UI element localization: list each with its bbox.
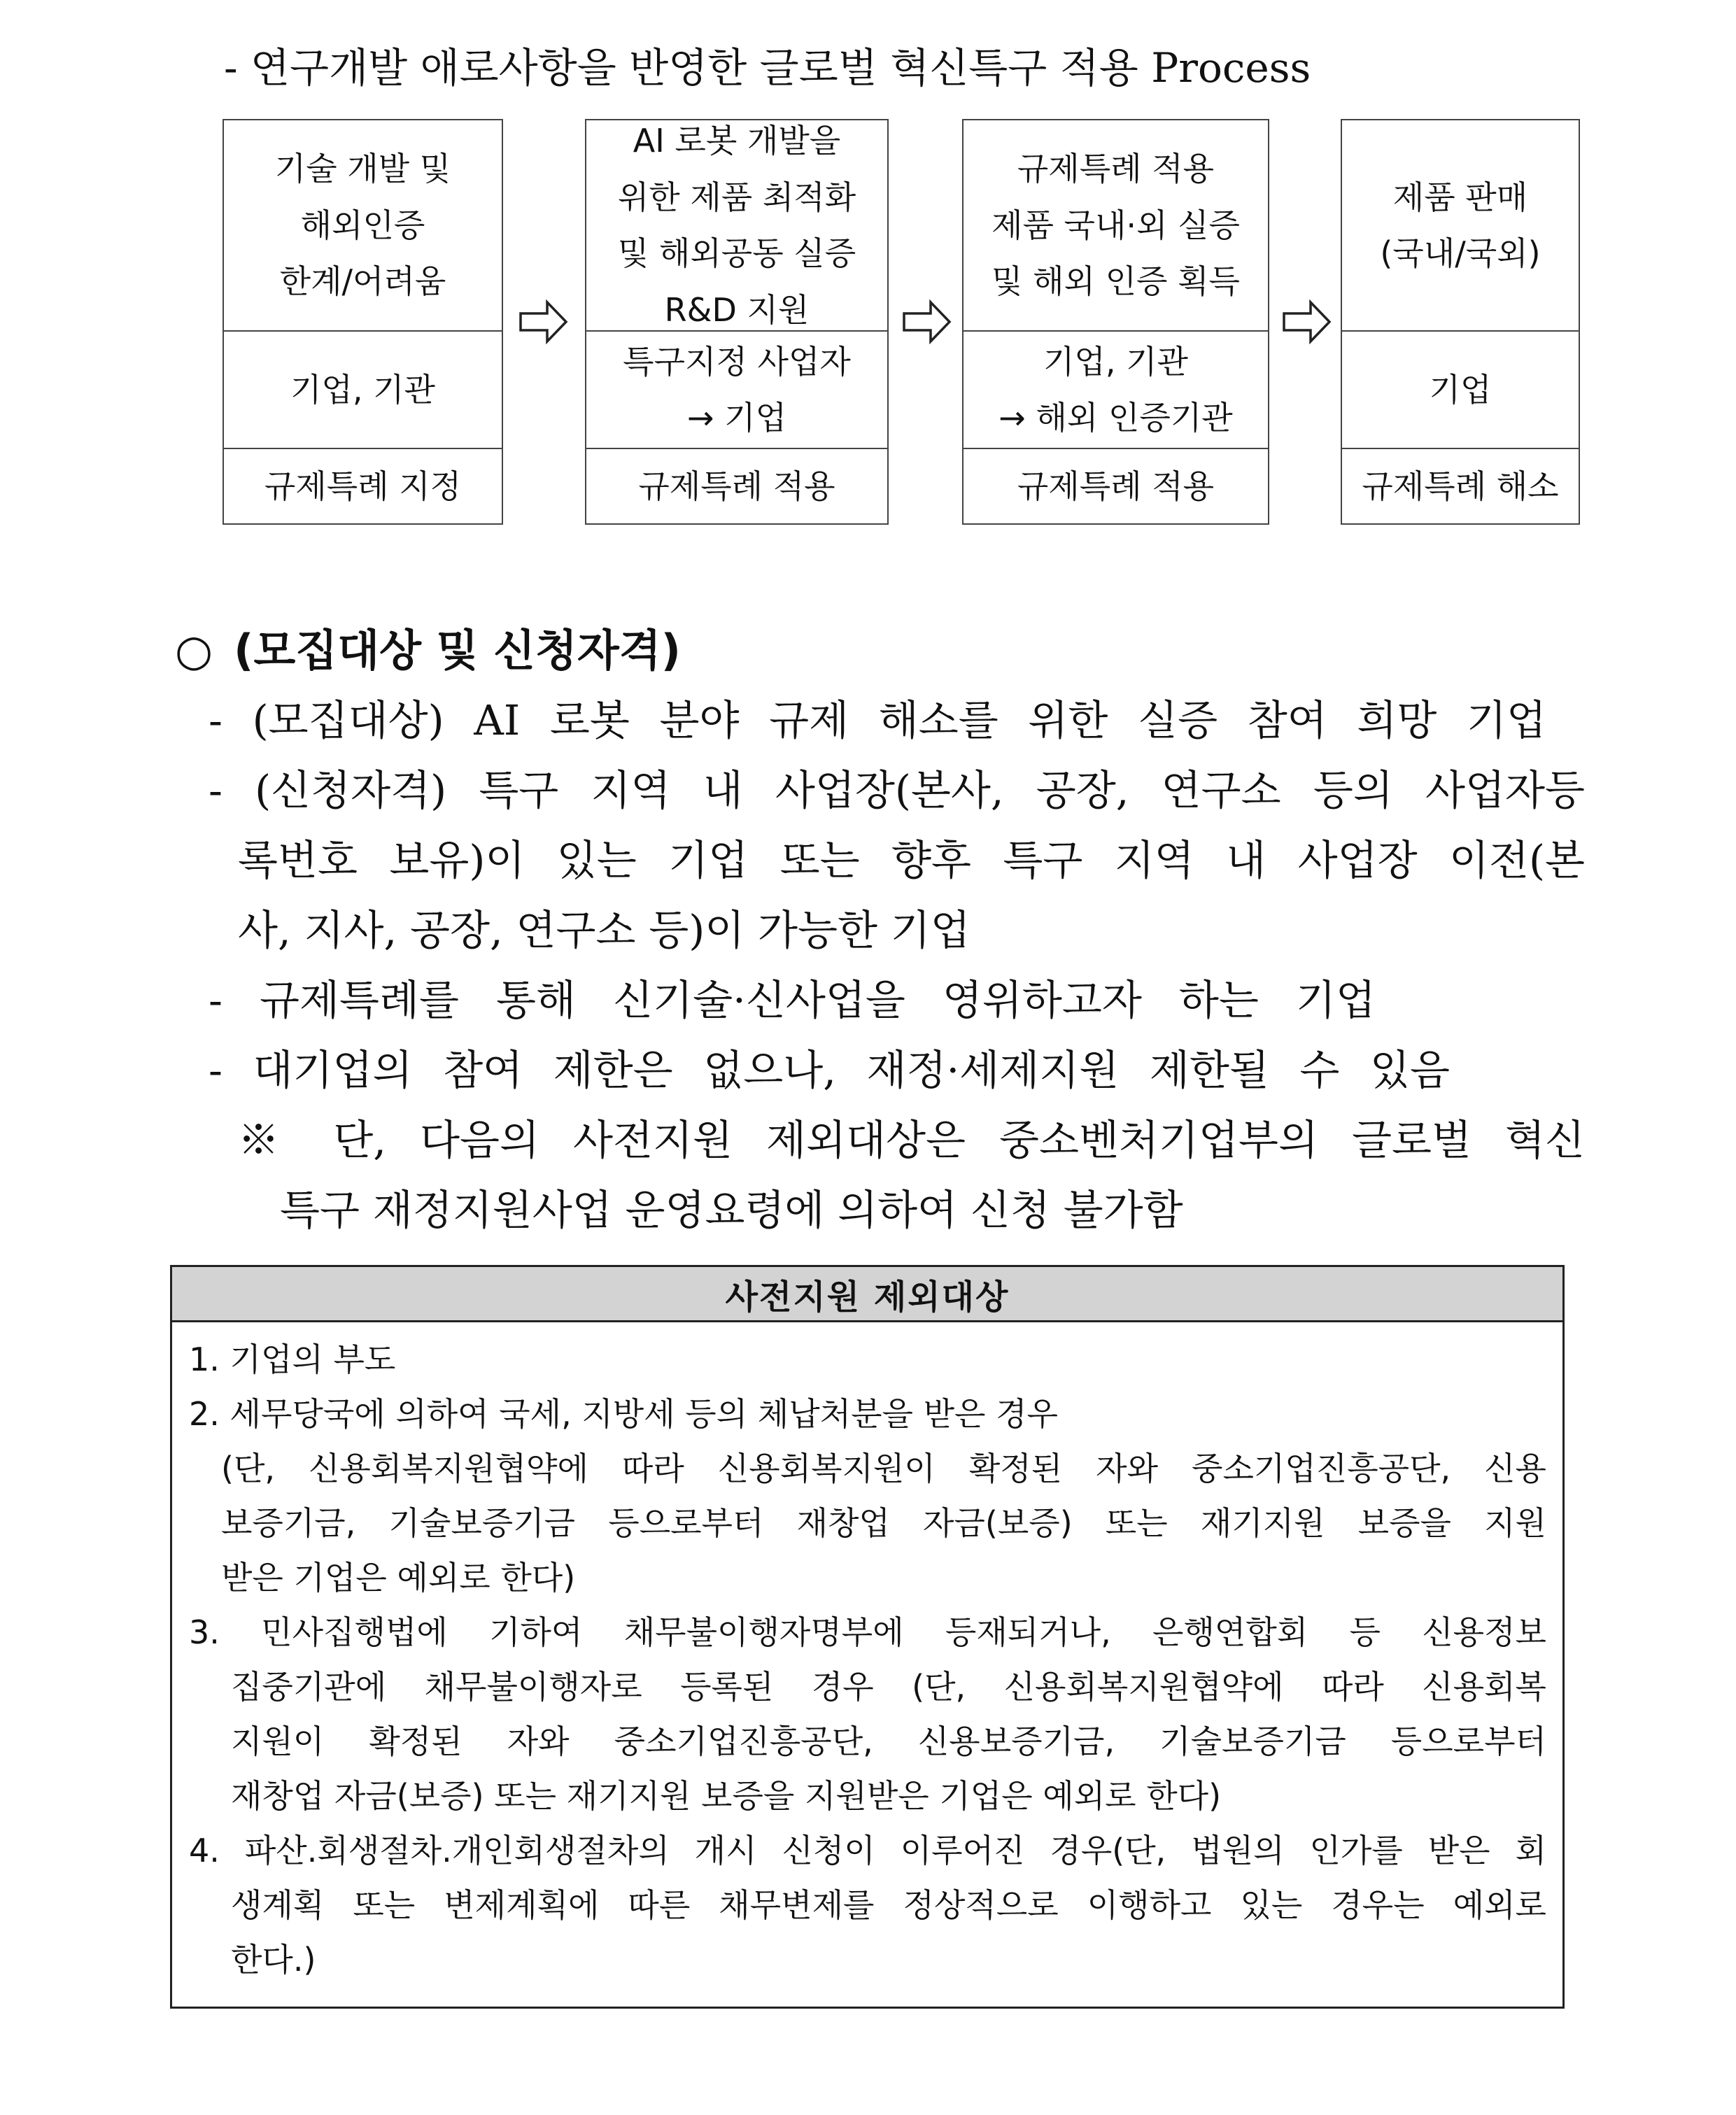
exclusion-item-4-cont-1: 생계획 또는 변제계획에 따른 채무변제를 정상적으로 이행하고 있는 경우는 예외로: [231, 1886, 1546, 1924]
section-heading: [175, 616, 681, 678]
recruitment-line-eligibility-cont-2: 사, 지사, 공장, 연구소 등)이 가능한 기업: [238, 906, 971, 954]
circle-bullet-icon: ○: [175, 625, 213, 676]
right-arrow-icon: [1283, 299, 1332, 344]
process-step-3-issue: 규제특례 적용 제품 국내·외 실증 및 해외 인증 획득: [964, 120, 1268, 332]
exclusion-item-2-note-cont-1: 보증기금, 기술보증기금 등으로부터 재창업 자금(보증) 또는 재기지원 보증을 지원: [221, 1504, 1546, 1542]
exclusion-item-2-note: (단, 신용회복지원협약에 따라 신용회복지원이 확정된 자와 중소기업진흥공단, 신용: [221, 1450, 1546, 1487]
exclusion-item-4-cont-2: 한다.): [231, 1941, 316, 1979]
exclusion-item-2: 2. 세무당국에 의하여 국세, 지방세 등의 체납처분을 받은 경우: [189, 1395, 1058, 1433]
process-step-4-actor: 기업: [1342, 332, 1579, 449]
process-step-2-status: 규제특례 적용: [638, 467, 835, 505]
section-heading-text: (모집대상 및 신청자격): [234, 625, 681, 676]
right-arrow-icon: [519, 299, 568, 344]
process-step-3: [962, 119, 1269, 525]
recruitment-note: ※ 단, 다음의 사전지원 제외대상은 중소벤처기업부의 글로벌 혁신: [238, 1116, 1585, 1164]
recruitment-line-special: - 규제특례를 통해 신기술·신사업을 영위하고자 하는 기업: [209, 976, 1376, 1024]
process-step-4-issue: 제품 판매 (국내/국외): [1342, 120, 1579, 332]
exclusion-item-3: 3. 민사집행법에 기하여 채무불이행자명부에 등재되거나, 은행연합회 등 신용정보: [189, 1613, 1546, 1651]
exclusion-item-2-note-cont-2: 받은 기업은 예외로 한다): [221, 1559, 576, 1597]
exclusion-item-3-cont-3: 재창업 자금(보증) 또는 재기지원 보증을 지원받은 기업은 예외로 한다): [231, 1777, 1222, 1815]
exclusion-table-title: 사전지원 제외대상: [172, 1267, 1562, 1322]
right-arrow-icon: [903, 299, 952, 344]
exclusion-table: [170, 1265, 1565, 2009]
recruitment-line-target: - (모집대상) AI 로봇 분야 규제 해소를 위한 실증 참여 희망 기업: [209, 696, 1546, 744]
process-step-3-status: 규제특례 적용: [1017, 467, 1215, 505]
process-heading: - 연구개발 애로사항을 반영한 글로벌 혁신특구 적용 Process: [224, 44, 1311, 92]
process-step-4: [1341, 119, 1580, 525]
process-step-3-actor: 기업, 기관 → 해외 인증기관: [964, 332, 1268, 449]
process-step-1-status: 규제특례 지정: [264, 467, 462, 505]
process-step-1-issue: 기술 개발 및 해외인증 한계/어려움: [224, 120, 502, 332]
recruitment-line-eligibility: - (신청자격) 특구 지역 내 사업장(본사, 공장, 연구소 등의 사업자등: [209, 766, 1585, 814]
recruitment-line-large-company: - 대기업의 참여 제한은 없으나, 재정·세제지원 제한될 수 있음: [209, 1046, 1450, 1094]
process-step-1: [223, 119, 503, 525]
recruitment-note-cont: 특구 재정지원사업 운영요령에 의하여 신청 불가함: [280, 1186, 1183, 1234]
exclusion-item-4: 4. 파산.회생절차.개인회생절차의 개시 신청이 이루어진 경우(단, 법원의 인가를 받은 회: [189, 1832, 1546, 1869]
process-step-4-status: 규제특례 해소: [1362, 467, 1559, 505]
process-step-1-actor: 기업, 기관: [224, 332, 502, 449]
process-step-2: [585, 119, 889, 525]
exclusion-item-3-cont-1: 집중기관에 채무불이행자로 등록된 경우 (단, 신용회복지원협약에 따라 신용회복: [231, 1668, 1546, 1706]
exclusion-item-3-cont-2: 지원이 확정된 자와 중소기업진흥공단, 신용보증기금, 기술보증기금 등으로부터: [231, 1723, 1546, 1760]
exclusion-item-1: 1. 기업의 부도: [189, 1341, 396, 1378]
process-step-2-actor: 특구지정 사업자 → 기업: [586, 332, 887, 449]
process-step-2-issue: AI 로봇 개발을 위한 제품 최적화 및 해외공동 실증 R&D 지원: [586, 120, 887, 332]
recruitment-line-eligibility-cont-1: 록번호 보유)이 있는 기업 또는 향후 특구 지역 내 사업장 이전(본: [238, 836, 1585, 884]
